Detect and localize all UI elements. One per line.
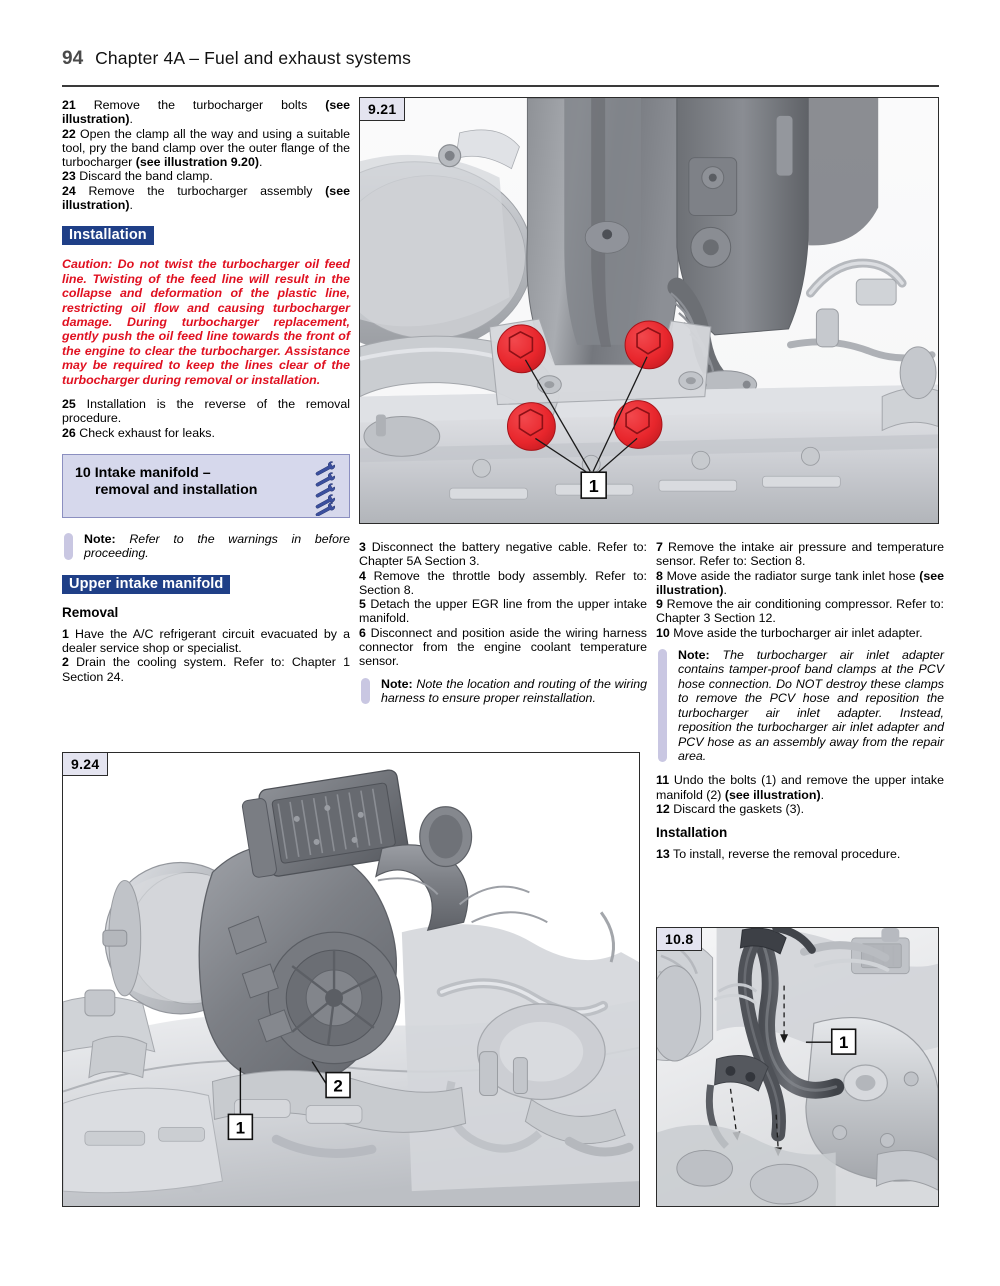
section-10-box <box>62 454 350 518</box>
step-23 <box>62 169 350 183</box>
step-4-text: Remove the throttle body assembly. Refer to: Section 8. <box>359 568 647 597</box>
note-text: The turbocharger air inlet adapter contains tamper-proof band clamps at the PCV hose connection. Do NOT destroy these clamps to remove the PCV hose and reposition the turbocharger air inlet adapter. Instead, reposition the turbocharger air inlet adapter and PCV hose as an assembly away from the repair area. <box>678 648 944 763</box>
section-10-subtitle: removal and installation <box>95 482 258 499</box>
note-bar-icon <box>64 533 73 560</box>
figure-9-24 <box>62 752 640 1207</box>
note-block-warnings <box>62 532 350 561</box>
step-26-text: Check exhaust for leaks. <box>79 425 215 440</box>
step-21-number: 21 <box>62 98 76 112</box>
step-1 <box>62 627 350 656</box>
figure-10-8 <box>656 927 939 1207</box>
step-26-number: 26 <box>62 425 76 440</box>
column-left <box>62 98 350 684</box>
step-8-bold: (see illustration) <box>656 568 944 597</box>
figure-9-21-label: 9.21 <box>359 97 405 121</box>
step-2-text: Drain the cooling system. Refer to: Chapter 1 Section 24. <box>62 655 350 684</box>
step-7-number: 7 <box>656 540 663 554</box>
figure-9-21-illustration <box>360 98 938 523</box>
step-13 <box>656 847 944 861</box>
step-25-number: 25 <box>62 397 76 412</box>
step-4-number: 4 <box>359 568 366 583</box>
page-number: 94 <box>62 48 84 69</box>
step-9-text: Remove the air conditioning compressor. Refer to: Chapter 3 Section 12. <box>656 597 944 626</box>
figure-9-24-label: 9.24 <box>62 752 108 776</box>
step-3-text: Disconnect the battery negative cable. Refer to: Chapter 5A Section 3. <box>359 540 647 569</box>
step-5 <box>359 597 647 626</box>
step-24: 24 Remove the turbocharger assembly (see illustration). <box>62 183 350 213</box>
step-22: 22 Open the clamp all the way and using a suitable tool, pry the band clamp over the outer flange of the turbocharger (see illustration 9.20). <box>62 126 350 170</box>
note-label: Note: <box>678 648 710 663</box>
note-label: Note: <box>381 676 413 691</box>
step-26 <box>62 426 350 440</box>
page-header <box>62 48 938 86</box>
step-6 <box>359 626 647 669</box>
step-9 <box>656 597 944 626</box>
step-10-text: Move aside the turbocharger air inlet adapter. <box>673 625 923 640</box>
step-1-text: Have the A/C refrigerant circuit evacuated by a dealer service shop or specialist. <box>62 626 350 656</box>
installation-heading-bar <box>62 226 350 245</box>
section-10-number-title: 10 Intake manifold – <box>75 464 211 481</box>
step-8: 8 Move aside the radiator surge tank inlet hose (see illustration). <box>656 568 944 597</box>
section-10-title <box>75 465 337 500</box>
spanner-rating-icon <box>309 460 341 516</box>
step-25 <box>62 397 350 426</box>
installation-subheading: Installation <box>656 825 728 841</box>
note-block-wiring <box>359 677 647 706</box>
note-text: Note the location and routing of the wiring harness to ensure proper reinstallation. <box>381 676 647 706</box>
step-12-number: 12 <box>656 801 670 816</box>
removal-heading: Removal <box>62 604 119 620</box>
step-21: 21 Remove the turbocharger bolts (see illustration). <box>62 98 350 127</box>
step-12-text: Discard the gaskets (3). <box>673 801 805 816</box>
step-10 <box>656 626 944 640</box>
step-6-number: 6 <box>359 625 366 640</box>
step-5-text: Detach the upper EGR line from the upper intake manifold. <box>359 597 647 626</box>
step-3 <box>359 540 647 569</box>
note-bar-icon <box>361 678 370 705</box>
upper-intake-heading-label: Upper intake manifold <box>62 575 230 594</box>
note-bar-icon <box>658 649 667 762</box>
callout-2 <box>326 1073 350 1098</box>
caution-text: Caution: Do not twist the turbocharger oil feed line. Twisting of the feed line will result in the collapse and deformation of the plastic line, restricting oil flow and causing turbocharger damage. During turbocharger replacement, gently push the oil feed line towards the front of the engine to clear the turbocharger. Assistance may be required to keep the lines clear of the turbocharger during removal or installation. <box>62 257 350 387</box>
step-8-text: Move aside the radiator surge tank inlet hose <box>666 568 920 583</box>
callout-1 <box>581 472 606 498</box>
step-4 <box>359 569 647 598</box>
step-11: 11 Undo the bolts (1) and remove the upper intake manifold (2) (see illustration). <box>656 773 944 802</box>
step-22-text: Open the clamp all the way and using a suitable tool, pry the band clamp over the outer flange of the turbocharger <box>62 126 350 170</box>
step-13-number: 13 <box>656 847 670 862</box>
step-6-text: Disconnect and position aside the wiring harness connector from the engine coolant temperature sensor. <box>359 625 647 669</box>
step-23-text: Discard the band clamp. <box>79 169 213 184</box>
step-9-number: 9 <box>656 597 663 612</box>
callout-1 <box>832 1029 856 1054</box>
step-11-text: Undo the bolts (1) and remove the upper intake manifold (2) <box>656 773 944 802</box>
column-right <box>656 540 944 862</box>
header-divider <box>62 85 939 87</box>
step-22-bold: (see illustration 9.20) <box>135 155 259 170</box>
step-13-text: To install, reverse the removal procedure. <box>673 847 901 862</box>
step-24-text: Remove the turbocharger assembly <box>88 183 326 198</box>
callout-1 <box>228 1114 252 1139</box>
step-11-number: 11 <box>656 773 670 788</box>
step-1-number: 1 <box>62 626 69 641</box>
step-23-number: 23 <box>62 169 76 184</box>
svg-text:1: 1 <box>588 476 599 497</box>
figure-10-8-illustration <box>657 928 938 1206</box>
installation-heading-label: Installation <box>62 226 154 245</box>
step-2-number: 2 <box>62 655 69 670</box>
figure-9-24-illustration <box>63 753 639 1206</box>
svg-text:1: 1 <box>838 1033 849 1053</box>
step-5-number: 5 <box>359 597 366 612</box>
step-12 <box>656 802 944 816</box>
note-text: Refer to the warnings in before proceeding. <box>84 531 350 561</box>
step-8-number: 8 <box>656 568 663 583</box>
figure-9-21 <box>359 97 939 524</box>
step-21-bold: (see illustration) <box>62 98 350 127</box>
step-7-text: Remove the intake air pressure and temperature sensor. Refer to: Section 8. <box>656 540 944 569</box>
note-block-adapter <box>656 648 944 763</box>
column-middle <box>359 540 647 705</box>
figure-10-8-label: 10.8 <box>656 927 702 951</box>
note-label: Note: <box>84 531 116 546</box>
step-24-bold: (see illustration) <box>62 183 350 213</box>
step-24-number: 24 <box>62 183 76 198</box>
step-22-number: 22 <box>62 126 76 141</box>
svg-text:2: 2 <box>333 1076 343 1096</box>
step-21-text: Remove the turbocharger bolts <box>93 98 326 112</box>
step-10-number: 10 <box>656 625 670 640</box>
svg-text:1: 1 <box>235 1118 246 1138</box>
chapter-title: Chapter 4A – Fuel and exhaust systems <box>95 48 411 68</box>
step-3-number: 3 <box>359 540 366 554</box>
step-25-text: Installation is the reverse of the removal procedure. <box>62 397 350 426</box>
upper-intake-heading-bar <box>62 575 350 594</box>
step-11-bold: (see illustration) <box>724 787 821 802</box>
step-2 <box>62 655 350 684</box>
step-7 <box>656 540 944 569</box>
